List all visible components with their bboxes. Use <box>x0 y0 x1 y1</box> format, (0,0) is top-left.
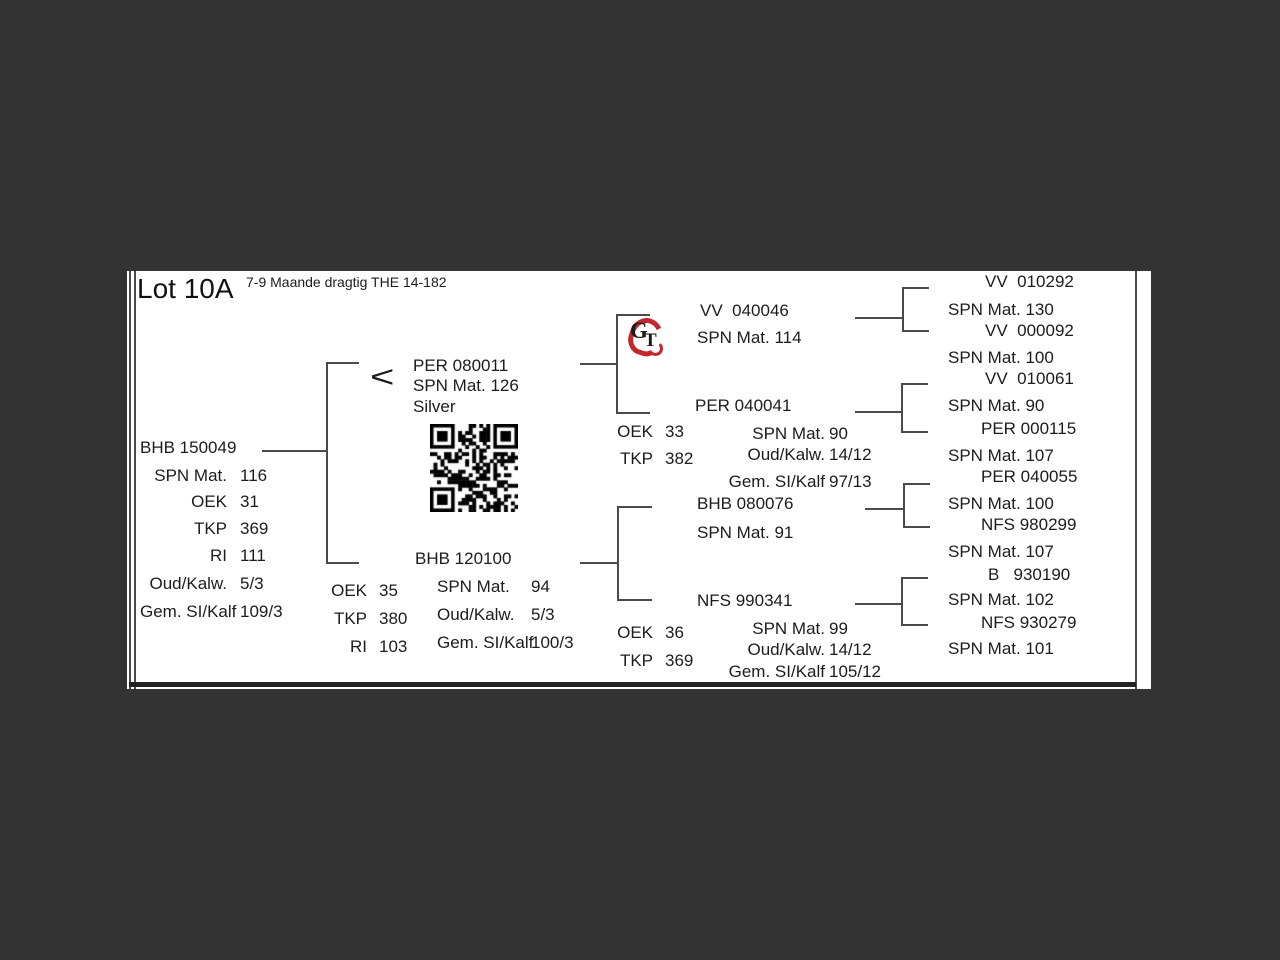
paternal-granddam-id: PER 040041 <box>695 396 792 415</box>
stat-label: SPN Mat. <box>752 619 825 638</box>
stat-row <box>140 602 283 622</box>
tree-line <box>326 362 359 364</box>
great-grandparent-id: NFS 930279 <box>981 613 1077 632</box>
catalog-page <box>127 271 1151 689</box>
sire-spn-mat: SPN Mat. 126 <box>413 376 519 395</box>
stat-row <box>613 623 684 643</box>
tree-line <box>616 412 650 414</box>
stat-row <box>719 662 881 682</box>
subject-id: BHB 150049 <box>140 438 237 457</box>
tree-line <box>903 526 930 528</box>
stat-row <box>140 546 266 566</box>
stat-row <box>613 449 694 469</box>
stat-label: OEK <box>191 492 227 511</box>
great-grandparent-spn-mat: SPN Mat. 130 <box>948 300 1054 319</box>
great-grandparent-id: B 930190 <box>988 565 1071 584</box>
tree-line <box>901 624 928 626</box>
stat-value: 5/3 <box>240 574 264 593</box>
stat-label: OEK <box>617 623 653 642</box>
great-grandparent-id: PER 000115 <box>981 419 1077 438</box>
tree-line <box>580 562 619 564</box>
tree-line <box>901 577 903 626</box>
stat-label: RI <box>210 546 227 565</box>
stat-label: SPN Mat. <box>752 424 825 443</box>
great-grandparent-spn-mat: SPN Mat. 90 <box>948 396 1045 415</box>
tree-line <box>617 506 619 601</box>
great-grandparent-spn-mat: SPN Mat. 100 <box>948 494 1054 513</box>
stat-label: OEK <box>617 422 653 441</box>
stat-row <box>327 637 408 657</box>
stat-label: Gem. SI/Kalf <box>140 602 237 621</box>
tree-line <box>326 362 328 564</box>
stat-row <box>140 492 259 512</box>
stat-value: 90 <box>829 424 848 443</box>
tree-line <box>902 287 904 332</box>
qr-code-image <box>430 424 518 512</box>
branch-marker-icon: < <box>370 359 395 394</box>
stat-value: 33 <box>665 422 684 441</box>
tree-line <box>617 599 652 601</box>
stat-row <box>613 651 694 671</box>
stat-value: 97/13 <box>829 472 872 491</box>
great-grandparent-spn-mat: SPN Mat. 107 <box>948 542 1054 561</box>
stat-value: 100/3 <box>531 633 574 652</box>
pregnancy-note: 7-9 Maande dragtig THE 14-182 <box>246 274 447 290</box>
tree-line <box>262 450 327 452</box>
stat-row <box>613 422 684 442</box>
stat-label: Gem. SI/Kalf <box>437 633 534 652</box>
tree-line <box>855 411 902 413</box>
page-left-border-line <box>129 271 131 689</box>
stat-value: 111 <box>240 546 266 565</box>
stat-value: 99 <box>829 619 848 638</box>
maternal-grandsire-id: BHB 080076 <box>697 494 794 513</box>
tree-line <box>855 603 902 605</box>
stat-value: 35 <box>379 581 398 600</box>
page-left-inner-line <box>134 271 136 689</box>
stat-label: SPN Mat. <box>437 577 510 596</box>
stat-row <box>437 633 574 653</box>
tree-line <box>901 383 928 385</box>
stat-row <box>719 472 872 492</box>
stat-value: 369 <box>240 519 269 538</box>
stat-label: Oud/Kalw. <box>747 640 825 659</box>
stat-label: TKP <box>619 651 653 670</box>
stat-row <box>327 609 408 629</box>
stat-value: 380 <box>379 609 408 628</box>
stat-label: TKP <box>193 519 227 538</box>
logo-letter-t: T <box>644 330 657 351</box>
qr-code <box>430 424 518 516</box>
tree-line <box>580 363 618 365</box>
stat-label: Gem. SI/Kalf <box>728 472 825 491</box>
stat-row <box>719 424 848 444</box>
page-bottom-rule <box>129 682 1136 687</box>
stat-label: Oud/Kalw. <box>747 445 825 464</box>
stat-row <box>327 581 398 601</box>
stat-row <box>437 605 555 625</box>
stat-row <box>719 640 872 660</box>
great-grandparent-spn-mat: SPN Mat. 102 <box>948 590 1054 609</box>
stat-row <box>719 619 848 639</box>
tree-line <box>901 431 928 433</box>
maternal-granddam-id: NFS 990341 <box>697 591 793 610</box>
paternal-grandsire-id: VV 040046 <box>700 301 789 320</box>
stat-label: OEK <box>331 581 367 600</box>
great-grandparent-spn-mat: SPN Mat. 107 <box>948 446 1054 465</box>
tree-line <box>326 562 359 564</box>
great-grandparent-spn-mat: SPN Mat. 100 <box>948 348 1054 367</box>
tree-line <box>865 508 904 510</box>
stat-row <box>140 574 264 594</box>
tree-line <box>901 577 928 579</box>
tree-line <box>902 287 929 289</box>
sire-id: PER 080011 <box>413 356 509 375</box>
lot-title: Lot 10A <box>137 273 234 304</box>
great-grandparent-id: VV 010061 <box>985 369 1074 388</box>
stat-value: 36 <box>665 623 684 642</box>
stat-value: 109/3 <box>240 602 283 621</box>
stat-row <box>719 445 872 465</box>
paternal-grandsire-spn-mat: SPN Mat. 114 <box>697 328 802 347</box>
tree-line <box>616 314 650 316</box>
stat-label: Oud/Kalw. <box>437 605 515 624</box>
stat-label: Oud/Kalw. <box>149 574 227 593</box>
stat-label: TKP <box>333 609 367 628</box>
stat-label: RI <box>350 637 367 656</box>
stat-value: 369 <box>665 651 694 670</box>
great-grandparent-id: PER 040055 <box>981 467 1078 486</box>
stat-value: 14/12 <box>829 445 872 464</box>
stat-row <box>140 466 268 486</box>
stat-value: 31 <box>240 492 259 511</box>
stat-label: SPN Mat. <box>154 466 227 485</box>
page-right-border-line <box>1135 271 1137 689</box>
stat-value: 5/3 <box>531 605 555 624</box>
great-grandparent-id: VV 000092 <box>985 321 1074 340</box>
tree-line <box>855 317 903 319</box>
stat-value: 103 <box>379 637 408 656</box>
tree-line <box>903 483 905 528</box>
stat-value: 94 <box>531 577 550 596</box>
sire-name: Silver <box>413 397 456 416</box>
stat-value: 116 <box>240 466 268 485</box>
tree-line <box>903 483 930 485</box>
stat-label: Gem. SI/Kalf <box>728 662 825 681</box>
great-grandparent-id: VV 010292 <box>985 272 1074 291</box>
stat-value: 382 <box>665 449 694 468</box>
stat-value: 105/12 <box>829 662 881 681</box>
tree-line <box>902 330 929 332</box>
stat-row <box>437 577 550 597</box>
stat-label: TKP <box>619 449 653 468</box>
maternal-grandsire-spn-mat: SPN Mat. 91 <box>697 523 794 542</box>
tree-line <box>617 506 652 508</box>
great-grandparent-spn-mat: SPN Mat. 101 <box>948 639 1054 658</box>
gt-logo <box>626 315 664 355</box>
stat-row <box>140 519 269 539</box>
dam-id: BHB 120100 <box>415 549 512 568</box>
tree-line <box>616 314 618 414</box>
logo-letter-g: G <box>630 318 648 343</box>
stat-value: 14/12 <box>829 640 872 659</box>
tree-line <box>901 383 903 433</box>
great-grandparent-id: NFS 980299 <box>981 515 1077 534</box>
